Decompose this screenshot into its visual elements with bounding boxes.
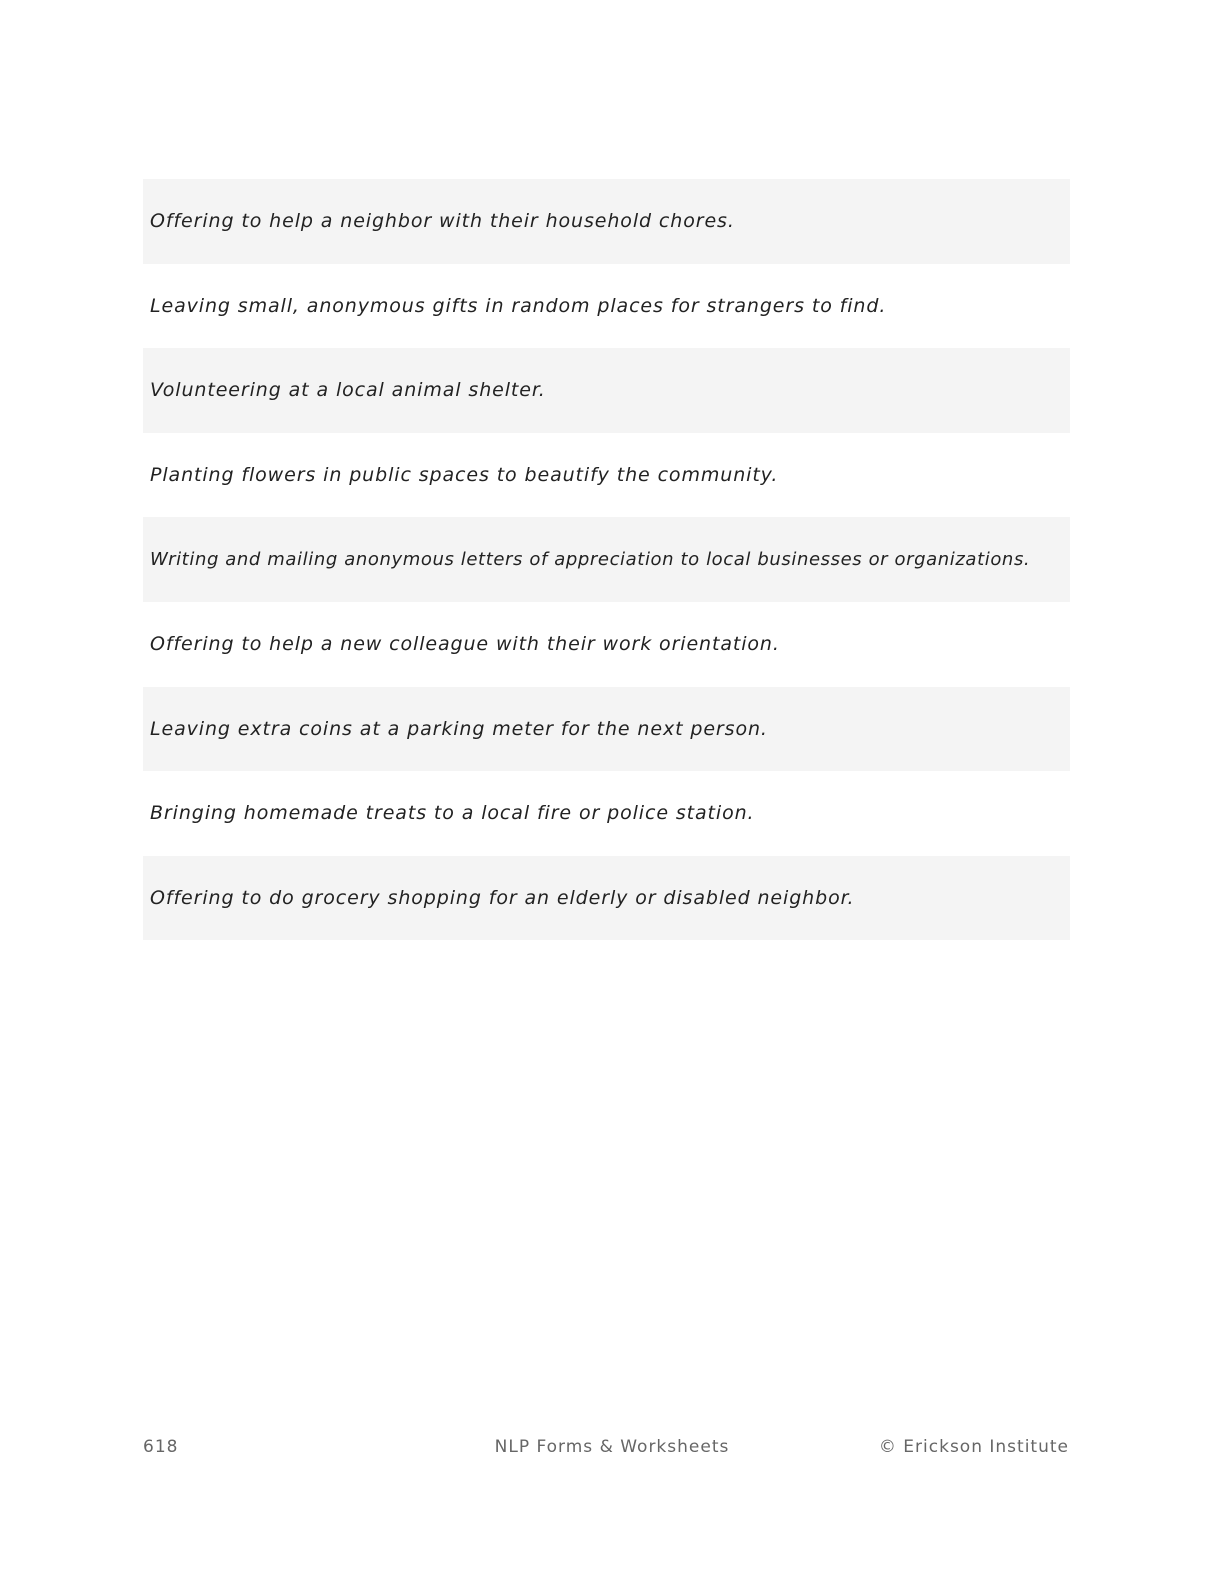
footer-copyright: © Erickson Institute xyxy=(878,1437,1069,1457)
list-item: Leaving extra coins at a parking meter for the next person. xyxy=(143,687,1070,772)
list-item: Offering to do grocery shopping for an elderly or disabled neighbor. xyxy=(143,856,1070,941)
list-item: Leaving small, anonymous gifts in random places for strangers to find. xyxy=(150,294,887,317)
list-item: Volunteering at a local animal shelter. xyxy=(143,348,1070,433)
kindness-list xyxy=(143,179,1070,940)
list-item: Bringing homemade treats to a local fire or police station. xyxy=(150,802,755,825)
list-item: Planting flowers in public spaces to beautify the community. xyxy=(150,464,779,487)
list-item: Writing and mailing anonymous letters of appreciation to local businesses or organizations. xyxy=(143,517,1070,602)
footer-title: NLP Forms & Worksheets xyxy=(494,1437,730,1457)
list-item: Offering to help a neighbor with their household chores. xyxy=(143,179,1070,264)
page-number: 618 xyxy=(143,1437,179,1457)
list-item: Offering to help a new colleague with their work orientation. xyxy=(150,633,780,656)
